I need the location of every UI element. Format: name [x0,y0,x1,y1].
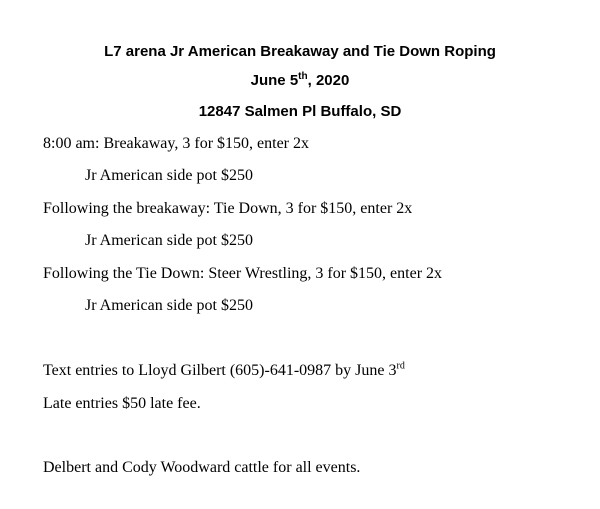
text-entries-suffix: rd [396,360,405,372]
schedule-breakaway: 8:00 am: Breakaway, 3 for $150, enter 2x [43,135,309,152]
late-fee-info: Late entries $50 late fee. [43,395,201,412]
side-pot-tie-down: Jr American side pot $250 [85,232,253,249]
side-pot-breakaway: Jr American side pot $250 [85,167,253,184]
cattle-info: Delbert and Cody Woodward cattle for all events. [43,459,361,476]
event-address: 12847 Salmen Pl Buffalo, SD [198,103,402,120]
event-title: L7 arena Jr American Breakaway and Tie Down Roping [104,43,496,60]
schedule-tie-down: Following the breakaway: Tie Down, 3 for $150, enter 2x [43,200,413,217]
event-date [0,72,600,90]
event-date-main: June 5 [250,72,299,89]
schedule-steer-wrestling: Following the Tie Down: Steer Wrestling, 3 for $150, enter 2x [43,265,443,282]
text-entries-main: Text entries to Lloyd Gilbert (605)-641-0987 by June 3 [43,362,397,379]
side-pot-steer-wrestling: Jr American side pot $250 [85,297,253,314]
event-date-year: , 2020 [307,72,350,89]
event-date-suffix: th [298,71,308,82]
text-entries-info [43,361,405,381]
